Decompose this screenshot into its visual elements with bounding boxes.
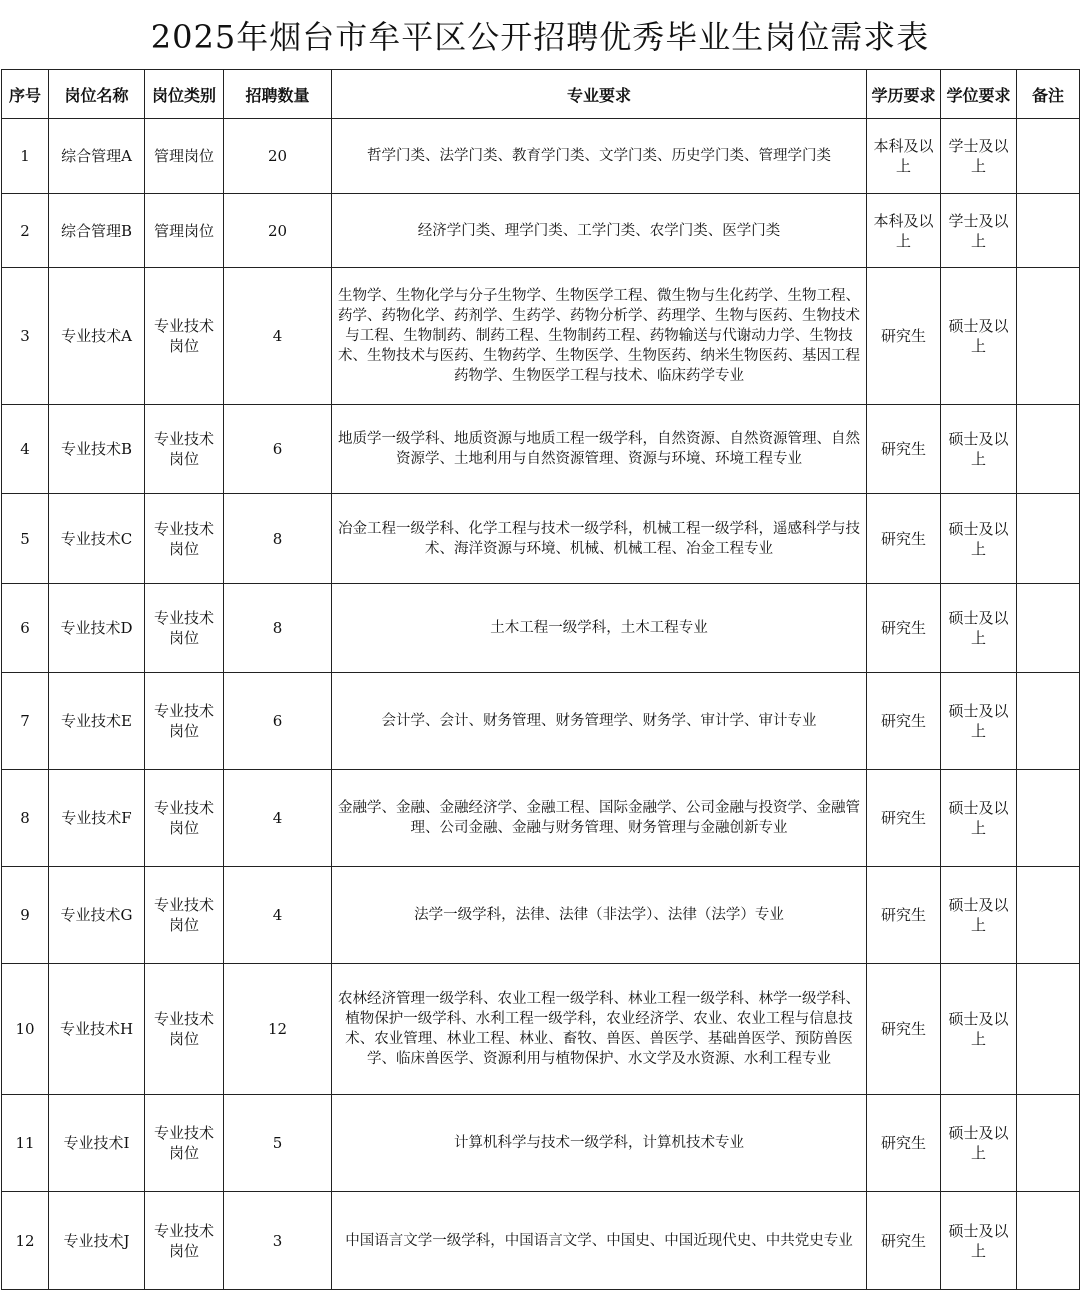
cell-category: 管理岗位 <box>145 119 224 194</box>
cell-note <box>1017 770 1080 867</box>
cell-no: 5 <box>2 494 49 584</box>
cell-name: 专业技术C <box>49 494 145 584</box>
cell-no: 3 <box>2 268 49 405</box>
table-row <box>2 867 1080 964</box>
cell-name: 专业技术E <box>49 673 145 770</box>
header-name: 岗位名称 <box>49 70 145 119</box>
table-row <box>2 119 1080 194</box>
table-row <box>2 494 1080 584</box>
cell-category: 专业技术岗位 <box>145 1192 224 1290</box>
cell-no: 1 <box>2 119 49 194</box>
cell-name: 专业技术J <box>49 1192 145 1290</box>
cell-note <box>1017 119 1080 194</box>
cell-no: 11 <box>2 1095 49 1192</box>
cell-degree: 硕士及以上 <box>941 584 1017 673</box>
table-row <box>2 1095 1080 1192</box>
cell-count: 6 <box>224 405 332 494</box>
cell-no: 9 <box>2 867 49 964</box>
cell-note <box>1017 1192 1080 1290</box>
cell-education: 研究生 <box>867 405 941 494</box>
cell-count: 4 <box>224 268 332 405</box>
cell-degree: 硕士及以上 <box>941 494 1017 584</box>
cell-degree: 学士及以上 <box>941 119 1017 194</box>
table-row <box>2 268 1080 405</box>
cell-name: 专业技术I <box>49 1095 145 1192</box>
cell-education: 研究生 <box>867 770 941 867</box>
cell-education: 研究生 <box>867 494 941 584</box>
cell-no: 12 <box>2 1192 49 1290</box>
cell-note <box>1017 1095 1080 1192</box>
cell-education: 研究生 <box>867 584 941 673</box>
cell-count: 5 <box>224 1095 332 1192</box>
cell-name: 专业技术D <box>49 584 145 673</box>
cell-category: 专业技术岗位 <box>145 584 224 673</box>
cell-education: 研究生 <box>867 867 941 964</box>
cell-name: 专业技术G <box>49 867 145 964</box>
cell-education: 本科及以上 <box>867 194 941 268</box>
table-row <box>2 1192 1080 1290</box>
header-education: 学历要求 <box>867 70 941 119</box>
cell-note <box>1017 584 1080 673</box>
table-row <box>2 194 1080 268</box>
cell-major: 计算机科学与技术一级学科，计算机技术专业 <box>332 1095 867 1192</box>
cell-major: 金融学、金融、金融经济学、金融工程、国际金融学、公司金融与投资学、金融管理、公司金融、金融与财务管理、财务管理与金融创新专业 <box>332 770 867 867</box>
header-no: 序号 <box>2 70 49 119</box>
cell-note <box>1017 494 1080 584</box>
cell-degree: 硕士及以上 <box>941 405 1017 494</box>
cell-count: 3 <box>224 1192 332 1290</box>
cell-name: 专业技术F <box>49 770 145 867</box>
cell-note <box>1017 867 1080 964</box>
header-count: 招聘数量 <box>224 70 332 119</box>
cell-count: 4 <box>224 770 332 867</box>
cell-count: 4 <box>224 867 332 964</box>
cell-education: 研究生 <box>867 268 941 405</box>
cell-category: 专业技术岗位 <box>145 964 224 1095</box>
cell-major: 法学一级学科，法律、法律（非法学）、法律（法学）专业 <box>332 867 867 964</box>
cell-degree: 硕士及以上 <box>941 867 1017 964</box>
header-note: 备注 <box>1017 70 1080 119</box>
cell-category: 专业技术岗位 <box>145 1095 224 1192</box>
header-row <box>2 70 1080 119</box>
cell-no: 6 <box>2 584 49 673</box>
cell-note <box>1017 194 1080 268</box>
cell-education: 研究生 <box>867 964 941 1095</box>
cell-category: 管理岗位 <box>145 194 224 268</box>
cell-major: 冶金工程一级学科、化学工程与技术一级学科，机械工程一级学科，遥感科学与技术、海洋资源与环境、机械、机械工程、冶金工程专业 <box>332 494 867 584</box>
cell-category: 专业技术岗位 <box>145 494 224 584</box>
cell-note <box>1017 405 1080 494</box>
table-row <box>2 770 1080 867</box>
table-row <box>2 964 1080 1095</box>
cell-no: 2 <box>2 194 49 268</box>
cell-count: 8 <box>224 494 332 584</box>
cell-degree: 硕士及以上 <box>941 770 1017 867</box>
cell-major: 经济学门类、理学门类、工学门类、农学门类、医学门类 <box>332 194 867 268</box>
positions-table <box>1 69 1080 1290</box>
cell-name: 专业技术A <box>49 268 145 405</box>
cell-count: 20 <box>224 194 332 268</box>
cell-category: 专业技术岗位 <box>145 673 224 770</box>
cell-note <box>1017 964 1080 1095</box>
cell-name: 综合管理A <box>49 119 145 194</box>
cell-name: 专业技术H <box>49 964 145 1095</box>
cell-education: 研究生 <box>867 1192 941 1290</box>
cell-note <box>1017 268 1080 405</box>
cell-category: 专业技术岗位 <box>145 268 224 405</box>
page-title: 2025年烟台市牟平区公开招聘优秀毕业生岗位需求表 <box>150 18 930 56</box>
cell-category: 专业技术岗位 <box>145 770 224 867</box>
cell-note <box>1017 673 1080 770</box>
cell-degree: 硕士及以上 <box>941 268 1017 405</box>
cell-count: 12 <box>224 964 332 1095</box>
cell-count: 20 <box>224 119 332 194</box>
header-degree: 学位要求 <box>941 70 1017 119</box>
cell-education: 本科及以上 <box>867 119 941 194</box>
cell-degree: 硕士及以上 <box>941 964 1017 1095</box>
cell-no: 4 <box>2 405 49 494</box>
cell-major: 农林经济管理一级学科、农业工程一级学科、林业工程一级学科、林学一级学科、植物保护一级学科、水利工程一级学科，农业经济学、农业、农业工程与信息技术、农业管理、林业工程、林业、畜牧、兽医、兽医学、基础兽医学、预防兽医学、临床兽医学、资源利用与植物保护、水文学及水资源、水利工程专业 <box>332 964 867 1095</box>
cell-major: 土木工程一级学科，土木工程专业 <box>332 584 867 673</box>
cell-degree: 学士及以上 <box>941 194 1017 268</box>
cell-degree: 硕士及以上 <box>941 673 1017 770</box>
cell-category: 专业技术岗位 <box>145 405 224 494</box>
cell-count: 8 <box>224 584 332 673</box>
cell-major: 哲学门类、法学门类、教育学门类、文学门类、历史学门类、管理学门类 <box>332 119 867 194</box>
cell-name: 专业技术B <box>49 405 145 494</box>
cell-name: 综合管理B <box>49 194 145 268</box>
cell-education: 研究生 <box>867 1095 941 1192</box>
cell-degree: 硕士及以上 <box>941 1095 1017 1192</box>
cell-no: 8 <box>2 770 49 867</box>
cell-no: 10 <box>2 964 49 1095</box>
cell-no: 7 <box>2 673 49 770</box>
cell-category: 专业技术岗位 <box>145 867 224 964</box>
table-row <box>2 673 1080 770</box>
cell-major: 会计学、会计、财务管理、财务管理学、财务学、审计学、审计专业 <box>332 673 867 770</box>
header-category: 岗位类别 <box>145 70 224 119</box>
cell-degree: 硕士及以上 <box>941 1192 1017 1290</box>
header-major: 专业要求 <box>332 70 867 119</box>
cell-major: 中国语言文学一级学科，中国语言文学、中国史、中国近现代史、中共党史专业 <box>332 1192 867 1290</box>
cell-major: 地质学一级学科、地质资源与地质工程一级学科，自然资源、自然资源管理、自然资源学、土地利用与自然资源管理、资源与环境、环境工程专业 <box>332 405 867 494</box>
table-row <box>2 405 1080 494</box>
cell-major: 生物学、生物化学与分子生物学、生物医学工程、微生物与生化药学、生物工程、药学、药物化学、药剂学、生药学、药物分析学、药理学、生物与医药、生物技术与工程、生物制药、制药工程、生物制药工程、药物输送与代谢动力学、生物技术、生物技术与医药、生物药学、生物医学、生物医药、纳米生物医药、基因工程药物学、生物医学工程与技术、临床药学专业 <box>332 268 867 405</box>
cell-education: 研究生 <box>867 673 941 770</box>
table-row <box>2 584 1080 673</box>
cell-count: 6 <box>224 673 332 770</box>
